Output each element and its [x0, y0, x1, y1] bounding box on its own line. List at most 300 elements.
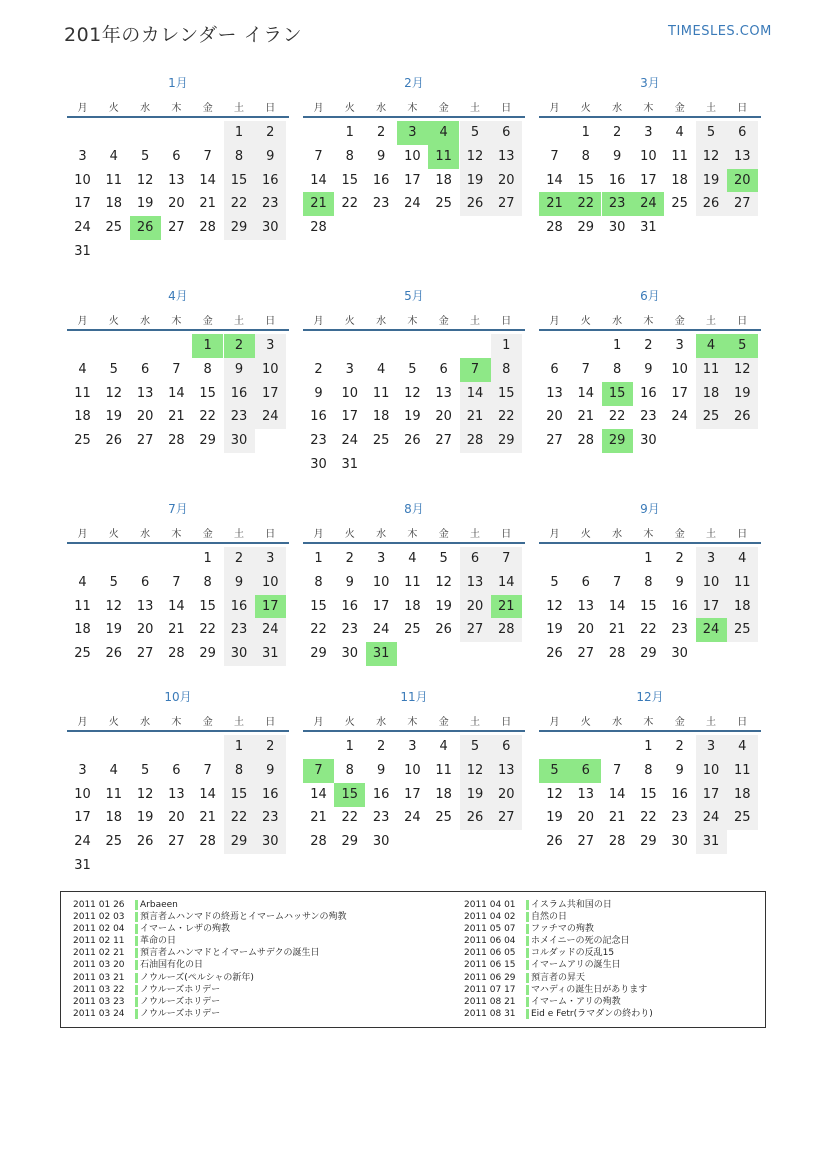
- day-cell[interactable]: 28: [491, 618, 522, 642]
- day-cell[interactable]: 24: [696, 618, 727, 642]
- day-cell[interactable]: 2: [612, 125, 622, 140]
- day-cell[interactable]: 6: [491, 735, 522, 759]
- day-cell[interactable]: 25: [105, 220, 123, 236]
- day-cell[interactable]: 22: [608, 409, 626, 425]
- day-cell[interactable]: 1: [224, 735, 255, 759]
- day-cell[interactable]: 4: [439, 739, 448, 754]
- day-cell[interactable]: 12: [105, 598, 123, 614]
- day-cell[interactable]: 26: [105, 433, 123, 449]
- day-cell[interactable]: 19: [546, 810, 563, 826]
- day-cell[interactable]: 5: [696, 121, 727, 145]
- day-cell[interactable]: 7: [172, 574, 181, 590]
- day-cell[interactable]: 23: [372, 810, 390, 826]
- day-cell[interactable]: 13: [577, 786, 595, 802]
- day-cell[interactable]: 2: [644, 338, 653, 353]
- day-cell[interactable]: 23: [255, 806, 286, 830]
- day-cell[interactable]: 1: [345, 125, 354, 140]
- day-cell[interactable]: 14: [199, 786, 216, 802]
- day-cell[interactable]: 7: [581, 361, 590, 377]
- day-cell[interactable]: 4: [78, 361, 87, 377]
- day-cell[interactable]: 4: [727, 735, 758, 759]
- day-cell[interactable]: 7: [172, 361, 181, 377]
- day-cell[interactable]: 15: [224, 169, 255, 193]
- day-cell[interactable]: 15: [199, 385, 216, 401]
- day-cell[interactable]: 31: [696, 830, 727, 854]
- day-cell[interactable]: 7: [460, 358, 491, 382]
- day-cell[interactable]: 2: [675, 739, 684, 754]
- day-cell[interactable]: 24: [696, 806, 727, 830]
- day-cell[interactable]: 22: [341, 810, 359, 826]
- day-cell[interactable]: 27: [168, 220, 185, 236]
- day-cell[interactable]: 5: [408, 361, 417, 377]
- day-cell[interactable]: 15: [224, 783, 255, 807]
- day-cell[interactable]: 3: [408, 739, 417, 754]
- day-cell[interactable]: 15: [640, 786, 657, 802]
- day-cell[interactable]: 20: [727, 169, 758, 193]
- day-cell[interactable]: 21: [491, 595, 522, 619]
- day-cell[interactable]: 23: [640, 409, 657, 425]
- day-cell[interactable]: 14: [608, 786, 626, 802]
- day-cell[interactable]: 17: [404, 786, 421, 802]
- day-cell[interactable]: 13: [491, 759, 522, 783]
- day-cell[interactable]: 18: [671, 172, 688, 188]
- day-cell[interactable]: 23: [671, 622, 688, 638]
- day-cell[interactable]: 3: [255, 547, 286, 571]
- day-cell[interactable]: 14: [310, 172, 327, 188]
- day-cell[interactable]: 12: [546, 598, 563, 614]
- day-cell[interactable]: 23: [224, 405, 255, 429]
- day-cell[interactable]: 22: [491, 405, 522, 429]
- day-cell[interactable]: 1: [345, 739, 354, 754]
- day-cell[interactable]: 18: [105, 810, 123, 826]
- day-cell[interactable]: 29: [199, 433, 216, 449]
- day-cell[interactable]: 10: [671, 361, 688, 377]
- day-cell[interactable]: 31: [366, 642, 397, 666]
- day-cell[interactable]: 1: [644, 739, 653, 754]
- day-cell[interactable]: 20: [136, 622, 154, 638]
- day-cell[interactable]: 12: [460, 145, 491, 169]
- day-cell[interactable]: 28: [168, 433, 185, 449]
- day-cell[interactable]: 24: [404, 810, 421, 826]
- day-cell[interactable]: 26: [696, 192, 727, 216]
- day-cell[interactable]: 6: [140, 361, 150, 377]
- day-cell[interactable]: 24: [372, 622, 390, 638]
- day-cell[interactable]: 15: [199, 598, 216, 614]
- day-cell[interactable]: 18: [435, 172, 452, 188]
- day-cell[interactable]: 15: [491, 382, 522, 406]
- day-cell[interactable]: 17: [696, 783, 727, 807]
- day-cell[interactable]: 16: [671, 786, 688, 802]
- day-cell[interactable]: 17: [74, 810, 91, 826]
- day-cell[interactable]: 1: [203, 551, 212, 566]
- day-cell[interactable]: 19: [105, 622, 123, 638]
- day-cell[interactable]: 20: [491, 783, 522, 807]
- day-cell[interactable]: 1: [491, 334, 522, 358]
- day-cell[interactable]: 26: [105, 646, 123, 662]
- day-cell[interactable]: 27: [491, 192, 522, 216]
- day-cell[interactable]: 18: [727, 783, 758, 807]
- day-cell[interactable]: 8: [581, 148, 590, 164]
- day-cell[interactable]: 29: [310, 646, 327, 662]
- day-cell[interactable]: 18: [404, 598, 421, 614]
- day-cell[interactable]: 3: [345, 361, 354, 377]
- day-cell[interactable]: 27: [727, 192, 758, 216]
- day-cell[interactable]: 27: [491, 806, 522, 830]
- day-cell[interactable]: 24: [341, 433, 359, 449]
- day-cell[interactable]: 17: [372, 598, 390, 614]
- day-cell[interactable]: 28: [310, 834, 327, 850]
- day-cell[interactable]: 14: [168, 385, 185, 401]
- day-cell[interactable]: 15: [577, 172, 595, 188]
- day-cell[interactable]: 11: [372, 385, 390, 401]
- day-cell[interactable]: 9: [644, 361, 653, 377]
- day-cell[interactable]: 27: [460, 618, 491, 642]
- day-cell[interactable]: 12: [696, 145, 727, 169]
- day-cell[interactable]: 29: [640, 834, 657, 850]
- day-cell[interactable]: 1: [224, 121, 255, 145]
- day-cell[interactable]: 4: [675, 125, 684, 140]
- day-cell[interactable]: 30: [372, 834, 390, 850]
- day-cell[interactable]: 26: [130, 216, 161, 240]
- day-cell[interactable]: 16: [224, 382, 255, 406]
- day-cell[interactable]: 2: [376, 739, 386, 754]
- day-cell[interactable]: 25: [105, 834, 123, 850]
- day-cell[interactable]: 21: [539, 192, 570, 216]
- day-cell[interactable]: 9: [345, 574, 354, 590]
- day-cell[interactable]: 17: [255, 382, 286, 406]
- day-cell[interactable]: 17: [404, 172, 421, 188]
- day-cell[interactable]: 21: [460, 405, 491, 429]
- day-cell[interactable]: 16: [255, 169, 286, 193]
- day-cell[interactable]: 1: [192, 334, 223, 358]
- day-cell[interactable]: 28: [199, 834, 216, 850]
- day-cell[interactable]: 7: [612, 574, 622, 590]
- day-cell[interactable]: 27: [136, 646, 154, 662]
- day-cell[interactable]: 3: [397, 121, 428, 145]
- day-cell[interactable]: 13: [546, 385, 563, 401]
- day-cell[interactable]: 25: [727, 618, 758, 642]
- day-cell[interactable]: 19: [404, 409, 421, 425]
- day-cell[interactable]: 25: [74, 646, 91, 662]
- day-cell[interactable]: 23: [341, 622, 359, 638]
- day-cell[interactable]: 5: [140, 148, 150, 164]
- day-cell[interactable]: 31: [341, 457, 359, 472]
- day-cell[interactable]: 25: [372, 433, 390, 449]
- day-cell[interactable]: 1: [314, 551, 323, 566]
- day-cell[interactable]: 6: [581, 574, 590, 590]
- day-cell[interactable]: 4: [696, 334, 727, 358]
- day-cell[interactable]: 14: [608, 598, 626, 614]
- day-cell[interactable]: 28: [460, 429, 491, 453]
- day-cell[interactable]: 3: [78, 148, 87, 164]
- day-cell[interactable]: 11: [105, 172, 123, 188]
- day-cell[interactable]: 1: [644, 551, 653, 566]
- day-cell[interactable]: 27: [546, 433, 563, 449]
- day-cell[interactable]: 20: [168, 810, 185, 826]
- day-cell[interactable]: 31: [74, 858, 91, 873]
- day-cell[interactable]: 8: [345, 148, 354, 164]
- day-cell[interactable]: 21: [303, 192, 334, 216]
- day-cell[interactable]: 29: [199, 646, 216, 662]
- day-cell[interactable]: 26: [435, 622, 452, 638]
- day-cell[interactable]: 17: [696, 595, 727, 619]
- day-cell[interactable]: 4: [78, 574, 87, 590]
- day-cell[interactable]: 2: [345, 551, 354, 566]
- day-cell[interactable]: 9: [675, 762, 684, 778]
- day-cell[interactable]: 12: [136, 786, 154, 802]
- day-cell[interactable]: 8: [612, 361, 622, 377]
- day-cell[interactable]: 5: [109, 361, 118, 377]
- day-cell[interactable]: 7: [550, 148, 559, 164]
- day-cell[interactable]: 30: [671, 646, 688, 662]
- day-cell[interactable]: 19: [460, 783, 491, 807]
- day-cell[interactable]: 22: [199, 622, 216, 638]
- day-cell[interactable]: 20: [168, 196, 185, 212]
- day-cell[interactable]: 9: [224, 358, 255, 382]
- day-cell[interactable]: 6: [491, 121, 522, 145]
- day-cell[interactable]: 29: [602, 429, 633, 453]
- day-cell[interactable]: 3: [696, 735, 727, 759]
- day-cell[interactable]: 16: [255, 783, 286, 807]
- day-cell[interactable]: 13: [136, 598, 154, 614]
- day-cell[interactable]: 25: [727, 806, 758, 830]
- day-cell[interactable]: 4: [727, 547, 758, 571]
- day-cell[interactable]: 12: [404, 385, 421, 401]
- day-cell[interactable]: 17: [255, 595, 286, 619]
- day-cell[interactable]: 10: [696, 759, 727, 783]
- day-cell[interactable]: 20: [546, 409, 563, 425]
- day-cell[interactable]: 5: [460, 735, 491, 759]
- day-cell[interactable]: 11: [428, 145, 459, 169]
- day-cell[interactable]: 26: [546, 646, 563, 662]
- day-cell[interactable]: 30: [671, 834, 688, 850]
- day-cell[interactable]: 10: [640, 148, 657, 164]
- day-cell[interactable]: 18: [74, 622, 91, 638]
- day-cell[interactable]: 3: [78, 762, 87, 778]
- day-cell[interactable]: 29: [224, 830, 255, 854]
- day-cell[interactable]: 8: [345, 762, 354, 778]
- day-cell[interactable]: 6: [550, 361, 559, 377]
- day-cell[interactable]: 22: [341, 196, 359, 212]
- day-cell[interactable]: 13: [577, 598, 595, 614]
- day-cell[interactable]: 11: [727, 759, 758, 783]
- day-cell[interactable]: 21: [199, 810, 216, 826]
- day-cell[interactable]: 20: [435, 409, 452, 425]
- day-cell[interactable]: 17: [74, 196, 91, 212]
- day-cell[interactable]: 9: [612, 148, 622, 164]
- day-cell[interactable]: 23: [372, 196, 390, 212]
- day-cell[interactable]: 13: [491, 145, 522, 169]
- day-cell[interactable]: 21: [199, 196, 216, 212]
- day-cell[interactable]: 8: [491, 358, 522, 382]
- day-cell[interactable]: 13: [168, 786, 185, 802]
- day-cell[interactable]: 31: [640, 220, 657, 236]
- day-cell[interactable]: 16: [640, 385, 657, 401]
- day-cell[interactable]: 14: [310, 786, 327, 802]
- day-cell[interactable]: 18: [727, 595, 758, 619]
- day-cell[interactable]: 29: [341, 834, 359, 850]
- day-cell[interactable]: 11: [435, 762, 452, 778]
- day-cell[interactable]: 16: [224, 595, 255, 619]
- day-cell[interactable]: 22: [199, 409, 216, 425]
- day-cell[interactable]: 16: [310, 409, 327, 425]
- day-cell[interactable]: 24: [255, 405, 286, 429]
- day-cell[interactable]: 19: [696, 169, 727, 193]
- day-cell[interactable]: 19: [546, 622, 563, 638]
- day-cell[interactable]: 27: [435, 433, 452, 449]
- day-cell[interactable]: 4: [109, 148, 118, 164]
- day-cell[interactable]: 2: [224, 547, 255, 571]
- day-cell[interactable]: 14: [546, 172, 563, 188]
- day-cell[interactable]: 18: [372, 409, 390, 425]
- day-cell[interactable]: 3: [255, 334, 286, 358]
- day-cell[interactable]: 26: [460, 806, 491, 830]
- day-cell[interactable]: 7: [314, 148, 323, 164]
- day-cell[interactable]: 28: [199, 220, 216, 236]
- day-cell[interactable]: 2: [314, 361, 323, 377]
- day-cell[interactable]: 11: [727, 571, 758, 595]
- day-cell[interactable]: 30: [310, 457, 327, 472]
- day-cell[interactable]: 8: [224, 759, 255, 783]
- day-cell[interactable]: 16: [671, 598, 688, 614]
- day-cell[interactable]: 24: [404, 196, 421, 212]
- day-cell[interactable]: 29: [491, 429, 522, 453]
- day-cell[interactable]: 4: [109, 762, 118, 778]
- day-cell[interactable]: 10: [372, 574, 390, 590]
- day-cell[interactable]: 14: [491, 571, 522, 595]
- day-cell[interactable]: 15: [602, 382, 633, 406]
- day-cell[interactable]: 23: [224, 618, 255, 642]
- day-cell[interactable]: 26: [404, 433, 421, 449]
- day-cell[interactable]: 19: [435, 598, 452, 614]
- day-cell[interactable]: 4: [376, 361, 386, 377]
- day-cell[interactable]: 11: [696, 358, 727, 382]
- day-cell[interactable]: 6: [140, 574, 150, 590]
- day-cell[interactable]: 13: [136, 385, 154, 401]
- day-cell[interactable]: 24: [74, 834, 91, 850]
- day-cell[interactable]: 30: [255, 830, 286, 854]
- day-cell[interactable]: 6: [460, 547, 491, 571]
- day-cell[interactable]: 21: [168, 622, 185, 638]
- day-cell[interactable]: 9: [255, 759, 286, 783]
- day-cell[interactable]: 21: [608, 810, 626, 826]
- day-cell[interactable]: 1: [612, 338, 622, 353]
- day-cell[interactable]: 6: [727, 121, 758, 145]
- day-cell[interactable]: 16: [608, 172, 626, 188]
- day-cell[interactable]: 26: [460, 192, 491, 216]
- day-cell[interactable]: 2: [376, 125, 386, 140]
- day-cell[interactable]: 7: [303, 759, 334, 783]
- day-cell[interactable]: 24: [633, 192, 664, 216]
- day-cell[interactable]: 29: [224, 216, 255, 240]
- day-cell[interactable]: 22: [310, 622, 327, 638]
- day-cell[interactable]: 3: [696, 547, 727, 571]
- day-cell[interactable]: 8: [644, 762, 653, 778]
- day-cell[interactable]: 5: [460, 121, 491, 145]
- day-cell[interactable]: 18: [435, 786, 452, 802]
- day-cell[interactable]: 20: [460, 595, 491, 619]
- day-cell[interactable]: 6: [570, 759, 601, 783]
- day-cell[interactable]: 9: [224, 571, 255, 595]
- day-cell[interactable]: 23: [255, 192, 286, 216]
- day-cell[interactable]: 27: [577, 646, 595, 662]
- day-cell[interactable]: 13: [460, 571, 491, 595]
- day-cell[interactable]: 21: [310, 810, 327, 826]
- day-cell[interactable]: 30: [341, 646, 359, 662]
- day-cell[interactable]: 5: [550, 574, 559, 590]
- day-cell[interactable]: 26: [727, 405, 758, 429]
- day-cell[interactable]: 25: [671, 196, 688, 212]
- day-cell[interactable]: 12: [105, 385, 123, 401]
- day-cell[interactable]: 5: [439, 551, 448, 566]
- day-cell[interactable]: 25: [74, 433, 91, 449]
- day-cell[interactable]: 16: [372, 172, 390, 188]
- day-cell[interactable]: 26: [546, 834, 563, 850]
- day-cell[interactable]: 30: [224, 429, 255, 453]
- day-cell[interactable]: 22: [640, 622, 657, 638]
- day-cell[interactable]: 5: [109, 574, 118, 590]
- day-cell[interactable]: 5: [727, 334, 758, 358]
- day-cell[interactable]: 10: [74, 172, 91, 188]
- day-cell[interactable]: 1: [581, 125, 590, 140]
- day-cell[interactable]: 23: [671, 810, 688, 826]
- day-cell[interactable]: 10: [341, 385, 359, 401]
- day-cell[interactable]: 12: [136, 172, 154, 188]
- day-cell[interactable]: 25: [435, 810, 452, 826]
- day-cell[interactable]: 22: [570, 192, 601, 216]
- day-cell[interactable]: 24: [671, 409, 688, 425]
- day-cell[interactable]: 21: [608, 622, 626, 638]
- day-cell[interactable]: 6: [172, 148, 181, 164]
- day-cell[interactable]: 8: [314, 574, 323, 590]
- day-cell[interactable]: 2: [255, 735, 286, 759]
- day-cell[interactable]: 13: [168, 172, 185, 188]
- day-cell[interactable]: 2: [675, 551, 684, 566]
- day-cell[interactable]: 12: [435, 574, 452, 590]
- day-cell[interactable]: 12: [546, 786, 563, 802]
- day-cell[interactable]: 27: [168, 834, 185, 850]
- day-cell[interactable]: 25: [435, 196, 452, 212]
- day-cell[interactable]: 11: [74, 598, 91, 614]
- day-cell[interactable]: 3: [376, 551, 386, 566]
- day-cell[interactable]: 21: [168, 409, 185, 425]
- day-cell[interactable]: 25: [696, 405, 727, 429]
- day-cell[interactable]: 26: [136, 834, 154, 850]
- day-cell[interactable]: 8: [203, 574, 212, 590]
- day-cell[interactable]: 13: [435, 385, 452, 401]
- day-cell[interactable]: 28: [168, 646, 185, 662]
- day-cell[interactable]: 16: [372, 786, 390, 802]
- day-cell[interactable]: 28: [608, 646, 626, 662]
- day-cell[interactable]: 23: [602, 192, 633, 216]
- day-cell[interactable]: 30: [255, 216, 286, 240]
- day-cell[interactable]: 23: [310, 433, 327, 449]
- day-cell[interactable]: 18: [105, 196, 123, 212]
- day-cell[interactable]: 28: [310, 220, 327, 236]
- day-cell[interactable]: 12: [460, 759, 491, 783]
- day-cell[interactable]: 28: [546, 220, 563, 236]
- day-cell[interactable]: 20: [491, 169, 522, 193]
- brand-link[interactable]: TIMESLES.COM: [668, 24, 772, 39]
- day-cell[interactable]: 15: [640, 598, 657, 614]
- day-cell[interactable]: 5: [140, 762, 150, 778]
- day-cell[interactable]: 10: [404, 762, 421, 778]
- day-cell[interactable]: 2: [255, 121, 286, 145]
- day-cell[interactable]: 15: [310, 598, 327, 614]
- day-cell[interactable]: 17: [671, 385, 688, 401]
- day-cell[interactable]: 14: [168, 598, 185, 614]
- day-cell[interactable]: 25: [404, 622, 421, 638]
